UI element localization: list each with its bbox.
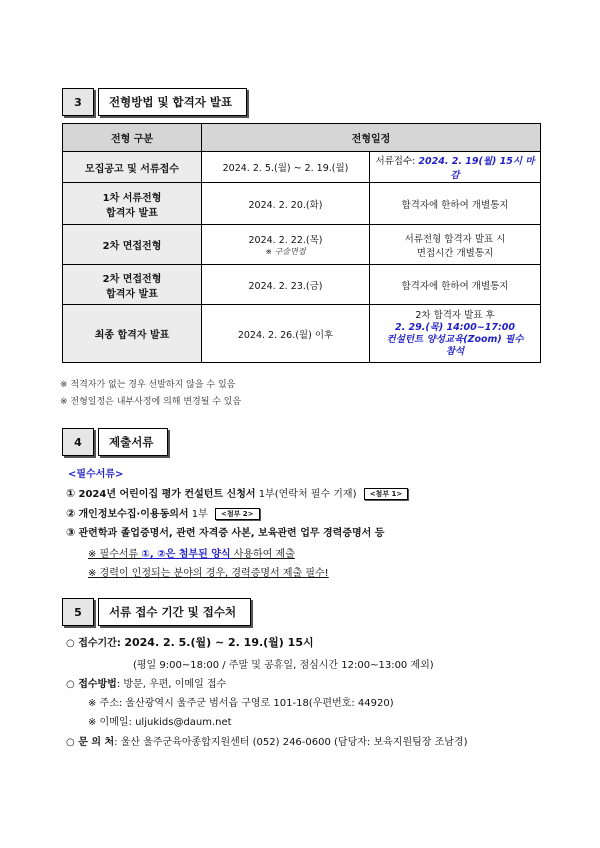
note-line: ※ 전형일정은 내부사정에 의해 변경될 수 있음 [60,397,242,407]
schedule-table [62,123,541,363]
section-4-header [62,428,168,456]
detail-cell: 2차 합격자 발표 후 2. 29.(목) 14:00~17:00 컨설턴트 양성교육(Zoom) 필수 참석 [370,305,541,363]
table-row [63,183,541,225]
section-4-number: 4 [62,428,94,456]
attachment-tag: <첨부 1> [364,488,409,500]
stage-cell: 1차 서류전형 합격자 발표 [63,183,202,225]
date-cell: 2024. 2. 23.(금) [202,265,370,305]
stage-cell: 최종 합격자 발표 [63,305,202,363]
table-row [63,265,541,305]
receipt-address: ※ 주소: 울산광역시 울주군 범서읍 구영로 101-18(우편번호: 44920) [88,698,394,709]
receipt-contact: ○ 문 의 처: 울산 울주군육아종합지원센터 (052) 246-0600 (담당자: 보육지원팀장 조남경) [66,737,468,748]
header-schedule: 전형일정 [202,124,541,152]
attachment-tag: <첨부 2> [215,508,260,520]
detail-cell: 합격자에 한하여 개별통지 [370,183,541,225]
required-docs-label: <필수서류> [68,469,124,480]
section-3-title: 전형방법 및 합격자 발표 [98,88,247,116]
section-4-title: 제출서류 [98,428,168,456]
stage-cell: 2차 면접전형 합격자 발표 [63,265,202,305]
doc-note-1: ※ 필수서류 ①, ②은 첨부된 양식 사용하여 제출 [88,549,295,560]
table-row [63,225,541,265]
deadline-highlight: 2024. 2. 19(월) 15시 마감 [418,156,535,181]
header-stage: 전형 구분 [63,124,202,152]
receipt-period-note: (평일 9:00~18:00 / 주말 및 공휴일, 점심시간 12:00~13:00 제외) [133,660,434,671]
stage-cell: 2차 면접전형 [63,225,202,265]
receipt-email: ※ 이메일: uljukids@daum.net [88,717,232,728]
section-5-number: 5 [62,598,94,626]
date-cell: 2024. 2. 26.(월) 이후 [202,305,370,363]
date-cell: 2024. 2. 22.(목) ※ 구술면접 [202,225,370,265]
doc-item-1: ① 2024년 어린이집 평가 컨설턴트 신청서 1부(연락처 필수 기재) <첨부 1> [66,485,408,500]
detail-cell: 합격자에 한하여 개별통지 [370,265,541,305]
detail-cell: 서류접수: 2024. 2. 19(월) 15시 마감 [370,152,541,183]
doc-item-2: ② 개인정보수집·이용동의서 1부 <첨부 2> [66,505,260,520]
doc-note-2: ※ 경력이 인정되는 분야의 경우, 경력증명서 제출 필수! [88,568,329,579]
doc-item-3: ③ 관련학과 졸업증명서, 관련 자격증 사본, 보육관련 업무 경력증명서 등 [66,526,385,539]
table-row [63,152,541,183]
note-line: ※ 적격자가 없는 경우 선발하지 않을 수 있음 [60,380,236,390]
section-5-title: 서류 접수 기간 및 접수처 [98,598,251,626]
table-header-row [63,124,541,152]
section-5-header [62,598,251,626]
section-3-header [62,88,247,116]
detail-cell: 서류전형 합격자 발표 시 면접시간 개별통지 [370,225,541,265]
date-cell: 2024. 2. 5.(월) ~ 2. 19.(월) [202,152,370,183]
table-row [63,305,541,363]
date-cell: 2024. 2. 20.(화) [202,183,370,225]
stage-cell: 모집공고 및 서류접수 [63,152,202,183]
date-note: ※ 구술면접 [265,247,306,256]
section-3-number: 3 [62,88,94,116]
receipt-method: ○ 접수방법: 방문, 우편, 이메일 접수 [66,679,227,690]
receipt-period: ○ 접수기간: 2024. 2. 5.(월) ~ 2. 19.(월) 15시 [66,636,314,649]
